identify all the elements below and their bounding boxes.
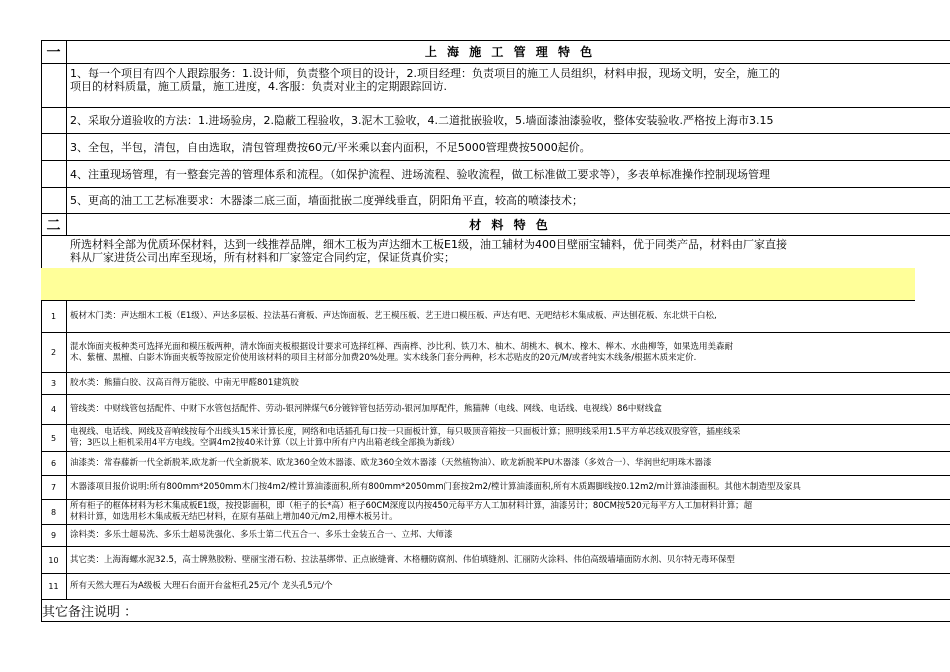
material-item-3: 3 胶水类：熊猫白胶、汉高百得万能胶、中南无甲醛801建筑胶 (41, 373, 950, 395)
material-item-4: 4 管线类：中财线管包括配件、中财下水管包括配件、劳动-银河牌煤气6分镀锌管包括劳动-银河加厚配件，熊猫牌（电线、网线、电话线、电视线）86中财线盒 (41, 395, 950, 425)
highlighted-empty-row (41, 268, 915, 301)
management-item-5: 5、更高的油工工艺标准要求：木器漆二底三面，墙面批嵌二度弹线垂直，阴阳角平直，较高的喷漆技术； (41, 188, 950, 214)
material-item-8: 8 所有柜子的框体材料为杉木集成板E1级，按投影面积，即（柜子的长*高）柜子60CM深度以内按450元每平方人工加材料计算，油漆另计；80CM按520元每平方人工加材料计算；超 材料计算，如选用杉木集成板无结巴材料，在原有基础上增加40元/m2,用樺木板另计。 (41, 500, 950, 525)
material-item-9: 9 涂料类：多乐士超易洗、多乐士超易洗强化、多乐士第二代五合一、多乐士金装五合一、立邦、大师漆 (41, 525, 950, 547)
section-header-management (41, 40, 950, 64)
material-item-1: 1 板材木门类：声达细木工板（E1级）、声达多层板、拉法基石膏板、声达饰面板、艺王模压板、艺王进口模压板、声达有吧、无吧结杉木集成板、声达刨花板、东北烘干白松, (41, 301, 950, 333)
material-item-11: 11 所有天然大理石为A级板 大理石台面开台盆柜孔25元/个 龙头孔5元/个 (41, 574, 950, 600)
material-item-6: 6 油漆类：常春藤新一代全新脱苯,欧龙新一代全新脱苯、欧龙360全效木器漆、欧龙360全效木器漆（天然植物油）、欧龙新脱苯PU木器漆（多效合一）、华润世纪明珠木器漆 (41, 452, 950, 476)
management-item-1: 1、每一个项目有四个人跟踪服务：1.设计师，负责整个项目的设计，2.项目经理：负责项目的施工人员组织，材料申报，现场文明，安全，施工的 项目的材料质量，施工质量，施工进度，4.客服：负责对业主的定期跟踪回访. (41, 64, 950, 108)
management-item-2: 2、采取分道验收的方法：1.进场验房，2.隐蔽工程验收，3.泥木工验收，4.二道批嵌验收，5.墙面漆油漆验收，整体安装验收.严格按上海市3.15 (41, 108, 950, 134)
materials-intro: 所选材料全部为优质环保材料，达到一线推荐品牌，细木工板为声达细木工板E1级，油工辅材为400目壁丽宝辅料，优于同类产品，材料由厂家直接 料从厂家进货公司出库至现场，所有材料和厂家签定合同约定，保证货真价实； (70, 238, 787, 264)
material-item-10: 10 其它类：上海海螺水泥32.5，高士牌熟胶粉、壁丽宝滑石粉、拉法基绑带、正点嵌缝膏、木格栅防腐剂、伟伯填缝剂、汇丽防火涂料、伟伯高级墙墙面防水剂、贝尔特无毒环保型 (41, 547, 950, 574)
section-header-materials (41, 214, 950, 236)
material-item-2: 2 混水饰面夹板种类可选择光面和模压板两种，清水饰面夹板根据设计要求可选择红榉、西南桦、沙比利、铁刀木、柚木、胡桃木、枫木、橡木、榉木、水曲柳等，如果选用美森耐 木、紫檀、黑檀、白影木饰面夹板等按原定价使用该材料的项目主材部分加费20%处理。实木线条门套分两种，杉木芯贴皮的20元/M/或者纯实木线条/根据木质来定价. (41, 333, 950, 373)
material-item-5: 5 电视线、电话线、网线及音响线按每个出线头15米计算长度，网络和电话插孔每口按一只面板计算，每只吸顶音箱按一只面板计算；照明线采用1.5平方单芯线双股穿管，插座线采 管；3匹以上柜机采用4平方电线。空调4m2按40米计算（以上计算中所有户内出箱老线全部换为新线） (41, 425, 950, 452)
section-title: 材 料 特 色 (469, 218, 551, 232)
management-item-3: 3、全包，半包，清包，自由选取，清包管理费按60元/平米乘以套内面积，不足5000管理费按5000起价。 (41, 134, 950, 161)
section-number: 一 (41, 40, 67, 63)
remarks-label: 其它备注说明 ： (42, 600, 950, 622)
management-item-4: 4、注重现场管理，有一整套完善的管理体系和流程。（如保护流程、进场流程、验收流程，做工标准做工要求等），多表单标准操作控制现场管理 (41, 161, 950, 188)
section-number: 二 (41, 214, 67, 235)
section-title: 上 海 施 工 管 理 特 色 (424, 45, 596, 59)
material-item-7: 7 木器漆项目报价说明:所有800mm*2050mm木门按4m2/樘计算油漆面积,所有800mm*2050mm门套按2m2/樘计算油漆面积,所有木质踢脚线按0.12m2/m计算油漆面积。其他木制造型及家具 (41, 476, 950, 500)
